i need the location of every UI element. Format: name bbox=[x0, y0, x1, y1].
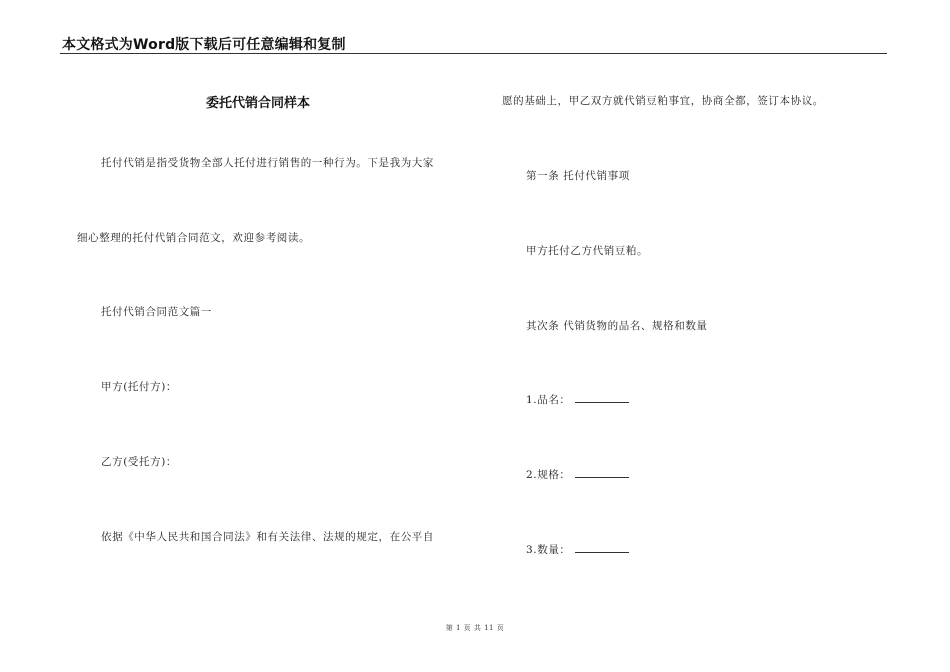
right-paragraph-4: 其次条 代销货物的品名、规格和数量 bbox=[526, 320, 708, 332]
left-paragraph-3: 托付代销合同范文篇一 bbox=[101, 306, 212, 318]
header-title: 本文格式为Word版下载后可任意编辑和复制 bbox=[62, 37, 346, 53]
left-paragraph-4: 甲方(托付方)： bbox=[101, 381, 177, 393]
left-paragraph-2: 细心整理的托付代销合同范文，欢迎参考阅读。 bbox=[77, 232, 311, 244]
product-name-blank bbox=[575, 392, 629, 403]
right-paragraph-2: 第一条 托付代销事项 bbox=[526, 170, 630, 182]
specification-blank bbox=[575, 467, 629, 478]
document-title: 委托代销合同样本 bbox=[206, 96, 311, 111]
product-name-label: 1.品名： bbox=[526, 394, 571, 406]
page-footer: 第 1 页 共 11 页 bbox=[445, 624, 505, 632]
left-paragraph-1: 托付代销是指受货物全部人托付进行销售的一种行为。下是我为大家 bbox=[101, 157, 434, 169]
left-paragraph-5: 乙方(受托方)： bbox=[101, 456, 177, 468]
right-paragraph-1: 愿的基础上，甲乙双方就代销豆粕事宜，协商全都，签订本协议。 bbox=[502, 95, 824, 107]
right-paragraph-3: 甲方托付乙方代销豆粕。 bbox=[526, 245, 649, 257]
specification-label: 2.规格： bbox=[526, 469, 571, 481]
product-name-line bbox=[526, 392, 629, 407]
quantity-label: 3.数量： bbox=[526, 544, 571, 556]
quantity-line bbox=[526, 542, 629, 557]
specification-line bbox=[526, 467, 629, 482]
left-paragraph-6: 依据《中华人民共和国合同法》和有关法律、法规的规定，在公平自 bbox=[101, 531, 434, 543]
quantity-blank bbox=[575, 542, 629, 553]
header-divider bbox=[60, 53, 887, 54]
